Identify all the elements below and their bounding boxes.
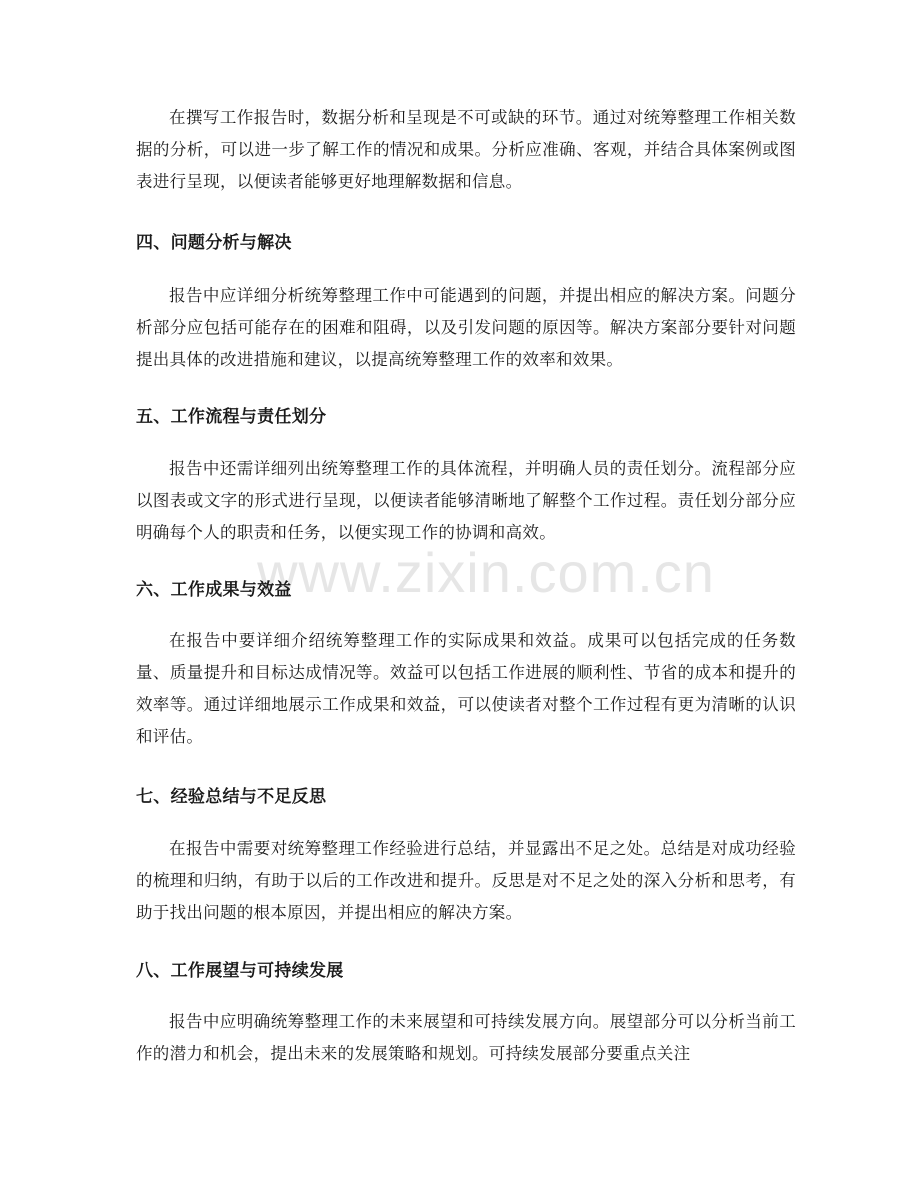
intro-paragraph bbox=[136, 102, 796, 198]
heading-text: 六、工作成果与效益 bbox=[136, 580, 292, 600]
watermark: www.zixin.com.cn bbox=[257, 541, 715, 604]
section-heading-5 bbox=[136, 402, 796, 432]
section-8-paragraph bbox=[136, 1006, 796, 1070]
paragraph-text: 报告中应明确统筹整理工作的未来展望和可持续发展方向。展望部分可以分析当前工作的潜力和机会，提出未来的发展策略和规划。可持续发展部分要重点关注 bbox=[136, 1012, 796, 1063]
section-heading-7 bbox=[136, 782, 796, 812]
section-6-paragraph bbox=[136, 625, 796, 753]
paragraph-text: 报告中应详细分析统筹整理工作中可能遇到的问题，并提出相应的解决方案。问题分析部分应包括可能存在的困难和阻碍，以及引发问题的原因等。解决方案部分要针对问题提出具体的改进措施和建议，以提高统筹整理工作的效率和效果。 bbox=[136, 286, 796, 369]
heading-text: 四、问题分析与解决 bbox=[136, 233, 292, 253]
paragraph-text: 报告中还需详细列出统筹整理工作的具体流程，并明确人员的责任划分。流程部分应以图表或文字的形式进行呈现，以便读者能够清晰地了解整个工作过程。责任划分部分应明确每个人的职责和任务，以便实现工作的协调和高效。 bbox=[136, 459, 796, 542]
paragraph-text: 在撰写工作报告时，数据分析和呈现是不可或缺的环节。通过对统筹整理工作相关数据的分析，可以进一步了解工作的情况和成果。分析应准确、客观，并结合具体案例或图表进行呈现，以便读者能够更好地理解数据和信息。 bbox=[136, 108, 796, 191]
section-7-paragraph bbox=[136, 833, 796, 929]
section-5-paragraph bbox=[136, 453, 796, 549]
heading-text: 八、工作展望与可持续发展 bbox=[136, 961, 344, 981]
paragraph-text: 在报告中需要对统筹整理工作经验进行总结，并显露出不足之处。总结是对成功经验的梳理和归纳，有助于以后的工作改进和提升。反思是对不足之处的深入分析和思考，有助于找出问题的根本原因，并提出相应的解决方案。 bbox=[136, 839, 796, 922]
section-4-paragraph bbox=[136, 280, 796, 376]
section-heading-6 bbox=[136, 575, 796, 605]
heading-text: 七、经验总结与不足反思 bbox=[136, 787, 327, 807]
section-heading-4 bbox=[136, 228, 796, 258]
section-heading-8 bbox=[136, 956, 796, 986]
heading-text: 五、工作流程与责任划分 bbox=[136, 407, 327, 427]
paragraph-text: 在报告中要详细介绍统筹整理工作的实际成果和效益。成果可以包括完成的任务数量、质量提升和目标达成情况等。效益可以包括工作进展的顺利性、节省的成本和提升的效率等。通过详细地展示工作成果和效益，可以使读者对整个工作过程有更为清晰的认识和评估。 bbox=[136, 631, 796, 746]
